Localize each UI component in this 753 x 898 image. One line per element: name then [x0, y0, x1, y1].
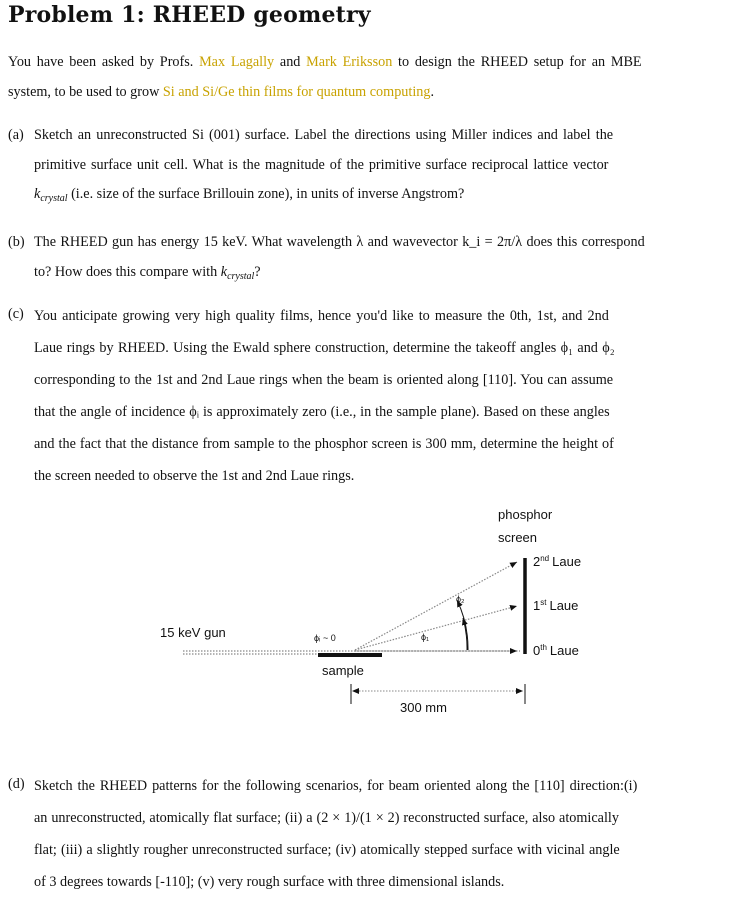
prof-lagally-link: Max Lagally	[199, 54, 275, 70]
part-d-line: of 3 degrees towards [-110]; (v) very rough surface with three dimensional islands.	[34, 874, 505, 890]
topic-highlight: Si and Si/Ge thin films for quantum computing	[162, 83, 431, 100]
k-crystal-symbol: k	[34, 186, 41, 202]
page-title: Problem 1: RHEED geometry	[8, 2, 371, 28]
part-a-line: primitive surface unit cell. What is the magnitude of the primitive surface reciprocal lattice vector	[34, 156, 609, 173]
part-d-line: an unreconstructed, atomically flat surface; (ii) a (2 × 1)/(1 × 2) reconstructed surface, also atomically	[34, 810, 619, 826]
part-d-line: flat; (iii) a slightly rougher unreconstructed surface; (iv) atomically stepped surface with vicinal angle	[34, 842, 620, 858]
part-b-label: (b)	[8, 234, 25, 250]
phi-i-label: ϕᵢ ~ 0	[314, 633, 336, 643]
part-a-line: Sketch an unreconstructed Si (001) surface. Label the directions using Miller indices and label the	[34, 127, 614, 143]
part-d-text	[34, 770, 746, 898]
distance-label: 300 mm	[400, 700, 447, 715]
laue-2nd-label: 2nd Laue	[533, 554, 582, 569]
k-crystal-subscript: crystal	[227, 270, 255, 282]
part-a-label: (a)	[8, 127, 24, 143]
phi1-label: ϕ₁	[421, 632, 430, 642]
part-c-line: You anticipate growing very high quality films, hence you'd like to measure the 0th, 1st, and 2nd	[34, 308, 609, 324]
sample-label: sample	[322, 663, 364, 678]
part-c-line: the screen needed to observe the 1st and 2nd Laue rings.	[34, 468, 355, 484]
part-c-line: and the fact that the distance from sample to the phosphor screen is 300 mm, determine the height of	[34, 436, 614, 452]
k-crystal-symbol: k	[220, 263, 228, 280]
gun-label: 15 keV gun	[160, 625, 226, 640]
part-b-text	[34, 228, 746, 291]
diffracted-beam-1st	[355, 606, 517, 650]
screen-label: screen	[498, 530, 538, 545]
prof-eriksson-link: Mark Eriksson	[306, 54, 393, 70]
screen-label: phosphor	[498, 507, 553, 522]
rheed-geometry-diagram	[0, 500, 753, 740]
part-c-line: that the angle of incidence ϕᵢ is approximately zero (i.e., in the sample plane). Based on these angles	[34, 404, 610, 420]
part-b-line: ?	[254, 263, 261, 280]
laue-0th-label: 0th Laue	[533, 643, 579, 658]
part-d-label: (d)	[8, 776, 25, 792]
intro-text: system, to be used to grow	[8, 83, 160, 100]
part-b-line: to? How does this compare with	[34, 263, 218, 280]
intro-text: You have been asked by Profs.	[8, 54, 194, 70]
k-crystal-subscript: crystal	[40, 193, 68, 204]
part-c-label: (c)	[8, 306, 24, 322]
part-c-line: Laue rings by RHEED. Using the Ewald sphere construction, determine the takeoff angles ϕ₁ and ϕ₂	[34, 340, 615, 356]
phi2-arc	[457, 600, 468, 650]
diffracted-beam-2nd	[355, 562, 517, 650]
part-c-line: corresponding to the 1st and 2nd Laue rings when the beam is oriented along [110]. You can assume	[34, 372, 614, 388]
part-b-line: The RHEED gun has energy 15 keV. What wavelength λ and wavevector k_i = 2π/λ does this correspond	[34, 234, 645, 250]
part-a-text	[34, 121, 746, 214]
part-d-line: Sketch the RHEED patterns for the following scenarios, for beam oriented along the [110] direction:(i)	[34, 778, 638, 794]
phi2-label: ϕ₂	[456, 594, 465, 604]
intro-paragraph	[8, 48, 745, 107]
laue-1st-label: 1st Laue	[533, 598, 579, 613]
intro-text: .	[430, 83, 434, 100]
intro-text: to design the RHEED setup for an MBE	[398, 54, 642, 70]
part-a-line: (i.e. size of the surface Brillouin zone), in units of inverse Angstrom?	[71, 186, 465, 202]
part-c-text	[34, 300, 746, 492]
intro-text: and	[279, 54, 301, 70]
